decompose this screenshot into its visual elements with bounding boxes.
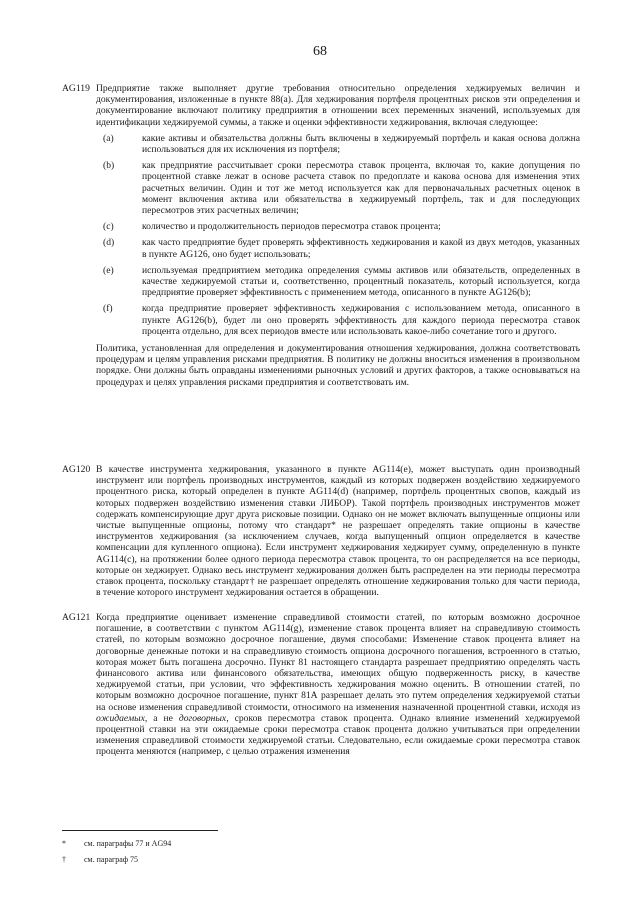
footnote-mark: *	[62, 839, 66, 848]
item-label: (d)	[103, 237, 115, 249]
footnote-text: см. параграфы 77 и AG94	[84, 839, 172, 848]
list-item	[96, 265, 580, 299]
item-label: (e)	[103, 264, 114, 276]
paragraph-intro: Предприятие также выполняет другие требования относительно определения хеджируемых величин и документирования, изложенные в пункте 88(a). Для хеджирования портфеля процентных рисков эти определения и документирование включают политику предприятия в отношении всех переменных значений, используемых для идентификации хеджируемой суммы, а также и оценки эффективности хеджирования, включая следующее:	[96, 83, 580, 128]
paragraph-closing: Политика, установленная для определения и документирования отношения хеджирования, должна соответствовать процедурам и целям управления рисками предприятия. В политику не должны вноситься изменения в произвольном порядке. Они должны быть оправданы изменениями рыночных условий и других факторов, а также основываться на процедурах и целях управления рисками предприятия и соответствовать им.	[96, 343, 580, 388]
list-item	[96, 160, 580, 216]
item-text: когда предприятие проверяет эффективность хеджирования с использованием метода, описанного в пункте AG126(b), будет ли оно проверять эффективность для каждого периода пересмотра ставок процента отдельно, для всех периодов вместе или использовать какое-либо сочетание того и другого.	[142, 303, 580, 337]
paragraph-code: AG121	[62, 612, 91, 623]
item-label: (b)	[103, 160, 115, 172]
list-item	[96, 133, 580, 155]
emphasis-expected: ожидаемых	[96, 712, 145, 724]
list-item	[96, 237, 580, 259]
paragraph-code: AG119	[62, 83, 90, 94]
footnote-mark: †	[62, 855, 66, 864]
footnote	[62, 839, 171, 849]
list-item	[96, 303, 580, 337]
page-number: 68	[313, 44, 327, 59]
item-text: количество и продолжительность периодов пересмотра ставок процента;	[142, 221, 441, 233]
text-run: , а не	[144, 712, 173, 724]
item-label: (c)	[103, 221, 114, 233]
item-text: как часто предприятие будет проверять эффективность хеджирования и какой из двух методов, указанных в пункте AG126, оно будет использовать;	[142, 237, 580, 260]
paragraph-text	[96, 612, 580, 758]
paragraph-ag119	[62, 83, 580, 388]
item-label: (a)	[103, 132, 114, 144]
item-text: используемая предприятием методика определения суммы активов или обязательств, определенных в качестве хеджируемой статьи и, соответственно, процентный показатель, который используется, когда предприятие проверяет эффективность с применением метода, описанного в пункте AG126(b);	[142, 264, 580, 299]
text-run: Когда предприятие оценивает изменение справедливой стоимости статей, по которым возможно досрочное погашение, в соответствии с пунктом AG114(g), изменение ставок процента влияет на справедливую стоимость статей, по которым возможно досрочное погашение, двумя способами: Изменение ставок процента влияет на договорные денежные потоки и на справедливую стоимость опциона досрочного погашения, встроенного в статью, которая может быть погашена досрочно. Пункт 81 настоящего стандарта разрешает предприятию определять часть финансового актива или финансового обязательства, имеющих общую подверженность риску, в качестве хеджируемой статьи, при условии, что эффективность хеджирования можно оценить. В отношении статей, по которым возможно досрочное погашение, пункт 81А разрешает делать это путем определения хеджируемой статьи на основе изменения справедливой стоимости, относимого на изменения назначенной процентной ставки, исходя из	[96, 612, 580, 713]
paragraph-ag121	[62, 612, 580, 758]
item-text: как предприятие рассчитывает сроки пересмотра ставок процента, включая то, какие допущения по процентной ставке лежат в основе расчета ставок по предоплате и какова основа для изменения этих расчетных величин. Один и тот же метод используется как для первоначальных расчетных оценок в момент включения актива или обязательства в хеджируемый портфель, так и для последующих пересмотров этих расчетных величин;	[142, 160, 580, 217]
text-run: , сроков пересмотра ставок процента. Однако влияние изменений хеджируемой процентной ставки на эти ожидаемые сроки пересмотра ставок процента должно учитываться при определении изменения справедливой стоимости хеджируемой статьи. Следовательно, если ожидаемые сроки пересмотра ставок процента меняются (например, с целью отражения изменения	[96, 712, 580, 758]
footnote-text: см. параграф 75	[84, 855, 139, 864]
paragraph-text: В качестве инструмента хеджирования, указанного в пункте AG114(e), может выступать один производный инструмент или портфель производных инструментов, каждый из которых подвержен воздействию хеджируемого процентного риска, который определен в пункте AG114(d) (например, портфель процентных свопов, каждый из которых подвержен воздействию изменения ставки ЛИБОР). Такой портфель производных инструментов может содержать компенсирующие друг друга рисковые позиции. Однако он не может включать выпущенные опционы или чистые выпущенные опционы, потому что стандарт* не разрешает определять такие опционы в качестве инструментов хеджирования (за исключением случаев, когда выпущенный опцион определяется в качестве компенсации для купленного опциона). Если инструмент хеджирования хеджирует сумму, определенную в пункте AG114(c), на протяжении более одного периода пересмотра ставок процента, то он распределяется на все периоды, которые он хеджирует. Однако весь инструмент хеджирования должен быть распределен на эти периоды пересмотра ставок процента, поскольку стандарт† не разрешает определять отношение хеджирования только для части периода, в течение которого инструмент хеджирования остается в обращении.	[96, 464, 580, 599]
footnote	[62, 855, 138, 865]
emphasis-contractual: договорных	[178, 712, 227, 724]
paragraph-code: AG120	[62, 464, 91, 475]
item-label: (f)	[103, 303, 113, 315]
paragraph-ag120	[62, 464, 580, 598]
list-item	[96, 221, 580, 232]
item-text: какие активы и обязательства должны быть включены в хеджируемый портфель и какая основа должна использоваться для их исключения из портфеля;	[142, 132, 580, 156]
footnote-rule	[62, 830, 218, 831]
